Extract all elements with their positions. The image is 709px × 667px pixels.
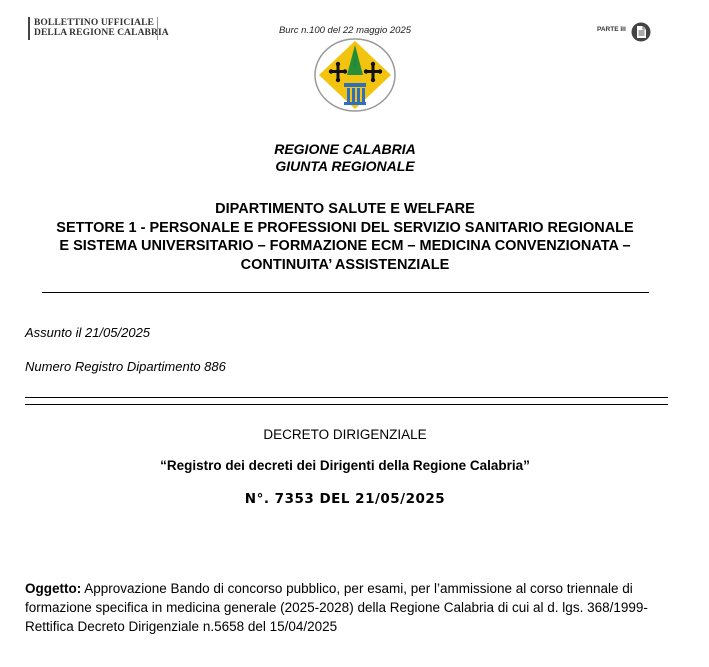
parte-label: PARTE III (597, 26, 626, 33)
issuer-giunta: GIUNTA REGIONALE (275, 158, 415, 174)
badge-line-1: BOLLETTINO UFFICIALE (34, 18, 154, 28)
assunto-date: Assunto il 21/05/2025 (25, 325, 151, 340)
department-name: DIPARTIMENTO SALUTE E WELFARE (215, 201, 475, 217)
horizontal-rule (42, 292, 649, 293)
regione-calabria-crest-icon (313, 37, 397, 113)
department-sector-line-3: CONTINUITA’ ASSISTENZIALE (240, 257, 450, 273)
document-icon (631, 22, 651, 42)
badge-line-2: DELLA REGIONE CALABRIA (34, 28, 169, 38)
department-sector-line-2: E SISTEMA UNIVERSITARIO – FORMAZIONE ECM – MEDICINA CONVENZIONATA – (59, 238, 631, 254)
numero-registro: Numero Registro Dipartimento 886 (25, 359, 226, 374)
decree-type: DECRETO DIRIGENZIALE (263, 427, 427, 442)
decree-number: N°. 7353 DEL 21/05/2025 (244, 491, 446, 507)
double-rule (25, 397, 668, 405)
oggetto-paragraph (25, 579, 685, 636)
oggetto-label: Oggetto: (25, 581, 82, 596)
issuer-region: REGIONE CALABRIA (274, 141, 416, 157)
department-sector-line-1: SETTORE 1 - PERSONALE E PROFESSIONI DEL SERVIZIO SANITARIO REGIONALE (56, 220, 634, 236)
burc-reference: Burc n.100 del 22 maggio 2025 (278, 25, 412, 36)
oggetto-text: Approvazione Bando di concorso pubblico, per esami, per l’ammissione al corso triennale di formazione specifica in medicina generale (2025-2028) della Regione Calabria di cui al d. lgs. 368/1999-Rettifica Decreto Dirigenziale n.5658 del 15/04/2025 (25, 581, 648, 634)
decree-registro: “Registro dei decreti dei Dirigenti della Regione Calabria” (160, 458, 530, 473)
